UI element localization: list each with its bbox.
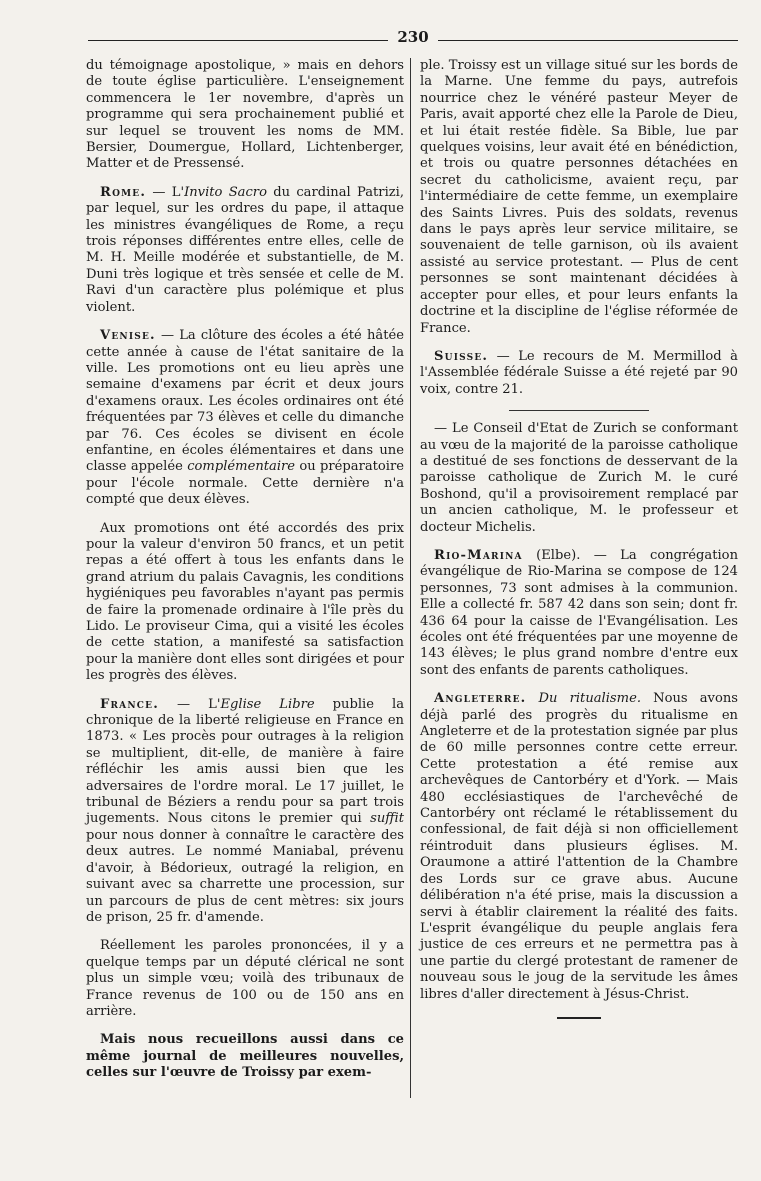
rio-paragraph: [420, 548, 738, 679]
rome-paragraph: [86, 185, 404, 316]
france-dash: — L': [158, 696, 221, 712]
section-separator: [509, 410, 649, 411]
page-header: [88, 28, 738, 48]
suisse-heading: Suisse.: [434, 348, 489, 364]
venise-heading: Venise.: [100, 328, 156, 344]
suisse-paragraph: [420, 349, 738, 398]
venise-paragraph: [86, 328, 404, 508]
zurich-paragraph: — Le Conseil d'Etat de Zurich se conformant au vœu de la majorité de la paroisse catholique a destitué de ses fonctions de desservant de la paroisse catholique de Zurich M. le curé Boshond, qu'il a provisoirement remplacé par un ancien catholique, M. le professeur et docteur Michelis.: [420, 421, 738, 535]
venise-text-1: — La clôture des écoles a été hâtée cette année à cause de l'état sanitaire de la ville. Les promotions ont eu lieu après une semaine d'examens par écrit et deux jours d'examens oraux. Les écoles ordinaires ont été fréquentées par 73 élèves et celle du dimanche par 76. Ces écoles se divisent en école enfantine, en écoles élémentaires et dans une classe appelée: [86, 328, 404, 475]
rome-dash: — L': [146, 184, 185, 200]
rio-place: (Elbe).: [522, 547, 581, 563]
france-text-1: publie la chronique de la liberté religieuse en France en 1873. « Les procès pour outrages à la religion se multiplient, dit-elle, de manière à faire réfléchir les amis aussi bien que les adversaires de l'ordre moral. Le 17 juillet, le tribunal de Béziers a rendu pour sa part trois jugements. Nous citons le premier qui: [86, 696, 404, 827]
france-suffit: suffit: [370, 811, 404, 827]
rome-title: Invito Sacro: [184, 184, 267, 200]
france-paragraph-3: Mais nous recueillons aussi dans ce même journal de meilleures nouvelles, celles sur l'œuvre de Troissy par exem-: [86, 1032, 404, 1081]
france-paragraph: [86, 697, 404, 927]
venise-paragraph-2: Aux promotions ont été accordés des prix pour la valeur d'environ 50 francs, et un petit repas a été offert à tous les enfants dans le grand atrium du palais Cavagnis, les conditions hygiéniques peu favorables n'ayant pas permis de faire la promenade ordinaire à l'île près du Lido. Le proviseur Cima, qui a visité les écoles de cette station, a manifesté sa satisfaction pour la manière dont elles sont dirigées et pour les progrès des élèves.: [86, 520, 404, 684]
right-column: [420, 58, 738, 1019]
angleterre-paragraph: [420, 691, 738, 1003]
venise-text-2: ou préparatoire pour l'école normale. Cette dernière n'a compté que deux élèves.: [86, 459, 404, 508]
angleterre-text: Nous avons déjà parlé des progrès du ritualisme en Angleterre et de la protestation signée par plus de 60 mille personnes contre cette erreur. Cette protestation a été remise aux archevêques de Cantorbéry et d'York. — Mais 480 ecclésiastiques de l'archevêché de Cantorbéry ont réclamé le rétablissement du confessional, de fait déjà si non officiellement réintroduit dans plusieurs églises. M. Oraumone a attiré l'attention de la Chambre des Lords sur ce grave abus. Aucune délibération n'a été prise, mais la discussion a servi à établir clairement la réalité des faits. L'esprit évangélique du peuple anglais fera justice de ces erreurs et ne permettra pas à une partie du clergé protestant de ramener de nouveau sous le joug de la servitude les âmes libres d'aller directement à Jésus-Christ.: [420, 691, 738, 1002]
left-column: [86, 58, 404, 1094]
angleterre-subtitle: Du ritualisme.: [538, 691, 641, 707]
page-number: 230: [397, 28, 429, 46]
france-continuation: ple. Troissy est un village situé sur les bords de la Marne. Une femme du pays, autrefois nourrice chez le vénéré pasteur Meyer de Paris, avait apporté chez elle la Parole de Dieu, et lui était restée fidèle. Sa Bible, lue par quelques voisins, leur avait été en bénédiction, et trois ou quatre personnes détachées en secret du catholicisme, avaient reçu, par l'intermédiaire de cette femme, un exemplaire des Saints Livres. Puis des soldats, revenus dans le pays après leur service militaire, se souvenaient de telle garnison, où ils avaient assisté au service protestant. — Plus de cent personnes se sont maintenant décidées à accepter pour elles, et pour leurs enfants la doctrine et la discipline de l'église réformée de France.: [420, 58, 738, 336]
france-text-2: pour nous donner à connaître le caractère des deux autres. Le nommé Maniabal, prévenu d'avoir, à Bédorieux, outragé la religion, en suivant avec sa charrette une procession, sur un parcours de plus de cent mètres: six jours de prison, 25 fr. d'amende.: [86, 827, 404, 925]
rio-text: — La congrégation évangélique de Rio-Marina se compose de 124 personnes, 73 sont admises à la communion. Elle a collecté fr. 587 42 dans son sein; dont fr. 436 64 pour la caisse de l'Evangélisation. Les écoles ont été fréquentées par une moyenne de 143 élèves; le plus grand nombre d'entre eux sont des enfants de parents catholiques.: [420, 547, 738, 678]
intro-paragraph: du témoignage apostolique, » mais en dehors de toute église particulière. L'enseignement commencera le 1er novembre, d'après un programme qui sera prochainement publié et sur lequel se trouvent les noms de MM. Bersier, Doumergue, Hollard, Lichtenberger, Matter et de Pressensé.: [86, 58, 404, 172]
france-title: Eglise Libre: [220, 696, 315, 712]
rome-text: du cardinal Patrizi, par lequel, sur les ordres du pape, il attaque les ministres évangéliques de Rome, a reçu trois réponses différentes entre elles, celle de M. H. Meille modérée et substantielle, de M. Duni très logique et très sensée et celle de M. Ravi d'un caractère plus polémique et plus violent.: [86, 184, 405, 315]
angleterre-heading: Angleterre.: [434, 691, 527, 707]
rome-heading: Rome.: [100, 184, 147, 200]
venise-term: complémentaire: [187, 459, 296, 475]
france-heading: France.: [100, 696, 159, 712]
header-rule-left: [88, 40, 388, 41]
column-divider: [410, 58, 411, 1098]
header-rule-right: [438, 40, 738, 41]
rio-heading: Rio-Marina: [434, 547, 523, 563]
france-paragraph-2: Réellement les paroles prononcées, il y a quelque temps par un député clérical ne sont plus un simple vœu; voilà des tribunaux de France revenus de 100 ou de 150 ans en arrière.: [86, 938, 404, 1019]
end-rule: [557, 1017, 601, 1019]
suisse-text: — Le recours de M. Mermillod à l'Assemblée fédérale Suisse a été rejeté par 90 voix, contre 21.: [420, 348, 738, 397]
